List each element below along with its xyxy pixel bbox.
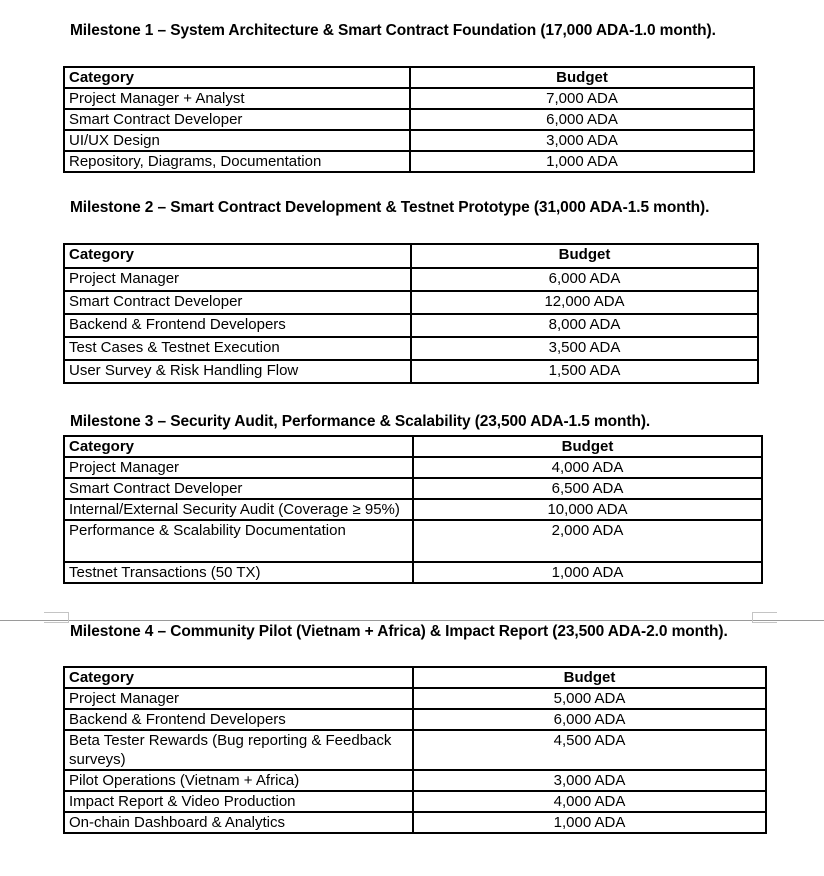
- table-row: [64, 709, 766, 730]
- category-cell: Impact Report & Video Production: [64, 791, 413, 812]
- right-margin-marker-icon: [752, 612, 777, 623]
- budget-cell: 1,000 ADA: [413, 562, 762, 583]
- budget-cell: 1,000 ADA: [410, 151, 754, 172]
- category-cell: Internal/External Security Audit (Coverage ≥ 95%): [64, 499, 413, 520]
- milestone-3-budget-table: [63, 435, 763, 584]
- table-header-row: [64, 244, 758, 268]
- category-cell: User Survey & Risk Handling Flow: [64, 360, 411, 383]
- budget-cell: 4,500 ADA: [413, 730, 766, 770]
- category-cell: Backend & Frontend Developers: [64, 709, 413, 730]
- budget-cell: 6,500 ADA: [413, 478, 762, 499]
- category-header: Category: [64, 244, 411, 268]
- table-row: [64, 268, 758, 291]
- category-cell: Smart Contract Developer: [64, 109, 410, 130]
- table-row: [64, 520, 762, 562]
- budget-cell: 5,000 ADA: [413, 688, 766, 709]
- milestone-1-budget-table: [63, 66, 755, 173]
- category-cell: Project Manager: [64, 457, 413, 478]
- budget-cell: 6,000 ADA: [410, 109, 754, 130]
- budget-header: Budget: [413, 667, 766, 688]
- budget-cell: 1,000 ADA: [413, 812, 766, 833]
- category-cell: Test Cases & Testnet Execution: [64, 337, 411, 360]
- budget-cell: 6,000 ADA: [413, 709, 766, 730]
- table-row: [64, 314, 758, 337]
- budget-cell: 4,000 ADA: [413, 457, 762, 478]
- budget-cell: 10,000 ADA: [413, 499, 762, 520]
- budget-cell: 12,000 ADA: [411, 291, 758, 314]
- category-header: Category: [64, 67, 410, 88]
- budget-header: Budget: [410, 67, 754, 88]
- table-row: [64, 109, 754, 130]
- category-cell: Backend & Frontend Developers: [64, 314, 411, 337]
- budget-cell: 3,000 ADA: [413, 770, 766, 791]
- table-row: [64, 770, 766, 791]
- milestone-3-heading: Milestone 3 – Security Audit, Performance & Scalability (23,500 ADA-1.5 month).: [70, 413, 651, 430]
- milestone-2-budget-table: [63, 243, 759, 384]
- budget-header: Budget: [411, 244, 758, 268]
- category-cell: Performance & Scalability Documentation: [64, 520, 413, 562]
- table-row: [64, 499, 762, 520]
- budget-cell: 3,000 ADA: [410, 130, 754, 151]
- table-row: [64, 88, 754, 109]
- left-margin-marker-icon: [44, 612, 69, 623]
- category-cell: Beta Tester Rewards (Bug reporting & Feedback surveys): [64, 730, 413, 770]
- table-row: [64, 130, 754, 151]
- milestone-4-heading: Milestone 4 – Community Pilot (Vietnam + Africa) & Impact Report (23,500 ADA-2.0 month).: [70, 623, 728, 640]
- table-row: [64, 688, 766, 709]
- table-row: [64, 457, 762, 478]
- table-row: [64, 791, 766, 812]
- table-row: [64, 337, 758, 360]
- category-cell: Project Manager: [64, 268, 411, 291]
- table-row: [64, 562, 762, 583]
- table-row: [64, 291, 758, 314]
- milestone-2-heading: Milestone 2 – Smart Contract Development & Testnet Prototype (31,000 ADA-1.5 month).: [70, 199, 710, 216]
- budget-cell: 6,000 ADA: [411, 268, 758, 291]
- table-row: [64, 151, 754, 172]
- budget-header: Budget: [413, 436, 762, 457]
- budget-cell: 8,000 ADA: [411, 314, 758, 337]
- category-cell: Pilot Operations (Vietnam + Africa): [64, 770, 413, 791]
- table-row: [64, 360, 758, 383]
- milestone-4-budget-table: [63, 666, 767, 834]
- table-header-row: [64, 67, 754, 88]
- category-cell: UI/UX Design: [64, 130, 410, 151]
- budget-cell: 1,500 ADA: [411, 360, 758, 383]
- budget-cell: 2,000 ADA: [413, 520, 762, 562]
- budget-cell: 3,500 ADA: [411, 337, 758, 360]
- category-cell: Project Manager + Analyst: [64, 88, 410, 109]
- category-header: Category: [64, 667, 413, 688]
- category-cell: Repository, Diagrams, Documentation: [64, 151, 410, 172]
- table-row: [64, 730, 766, 770]
- milestone-1-heading: Milestone 1 – System Architecture & Smart Contract Foundation (17,000 ADA-1.0 month).: [70, 22, 716, 39]
- table-header-row: [64, 667, 766, 688]
- budget-cell: 7,000 ADA: [410, 88, 754, 109]
- category-cell: Testnet Transactions (50 TX): [64, 562, 413, 583]
- budget-cell: 4,000 ADA: [413, 791, 766, 812]
- category-cell: On-chain Dashboard & Analytics: [64, 812, 413, 833]
- table-header-row: [64, 436, 762, 457]
- table-row: [64, 812, 766, 833]
- category-cell: Project Manager: [64, 688, 413, 709]
- category-cell: Smart Contract Developer: [64, 291, 411, 314]
- category-header: Category: [64, 436, 413, 457]
- table-row: [64, 478, 762, 499]
- category-cell: Smart Contract Developer: [64, 478, 413, 499]
